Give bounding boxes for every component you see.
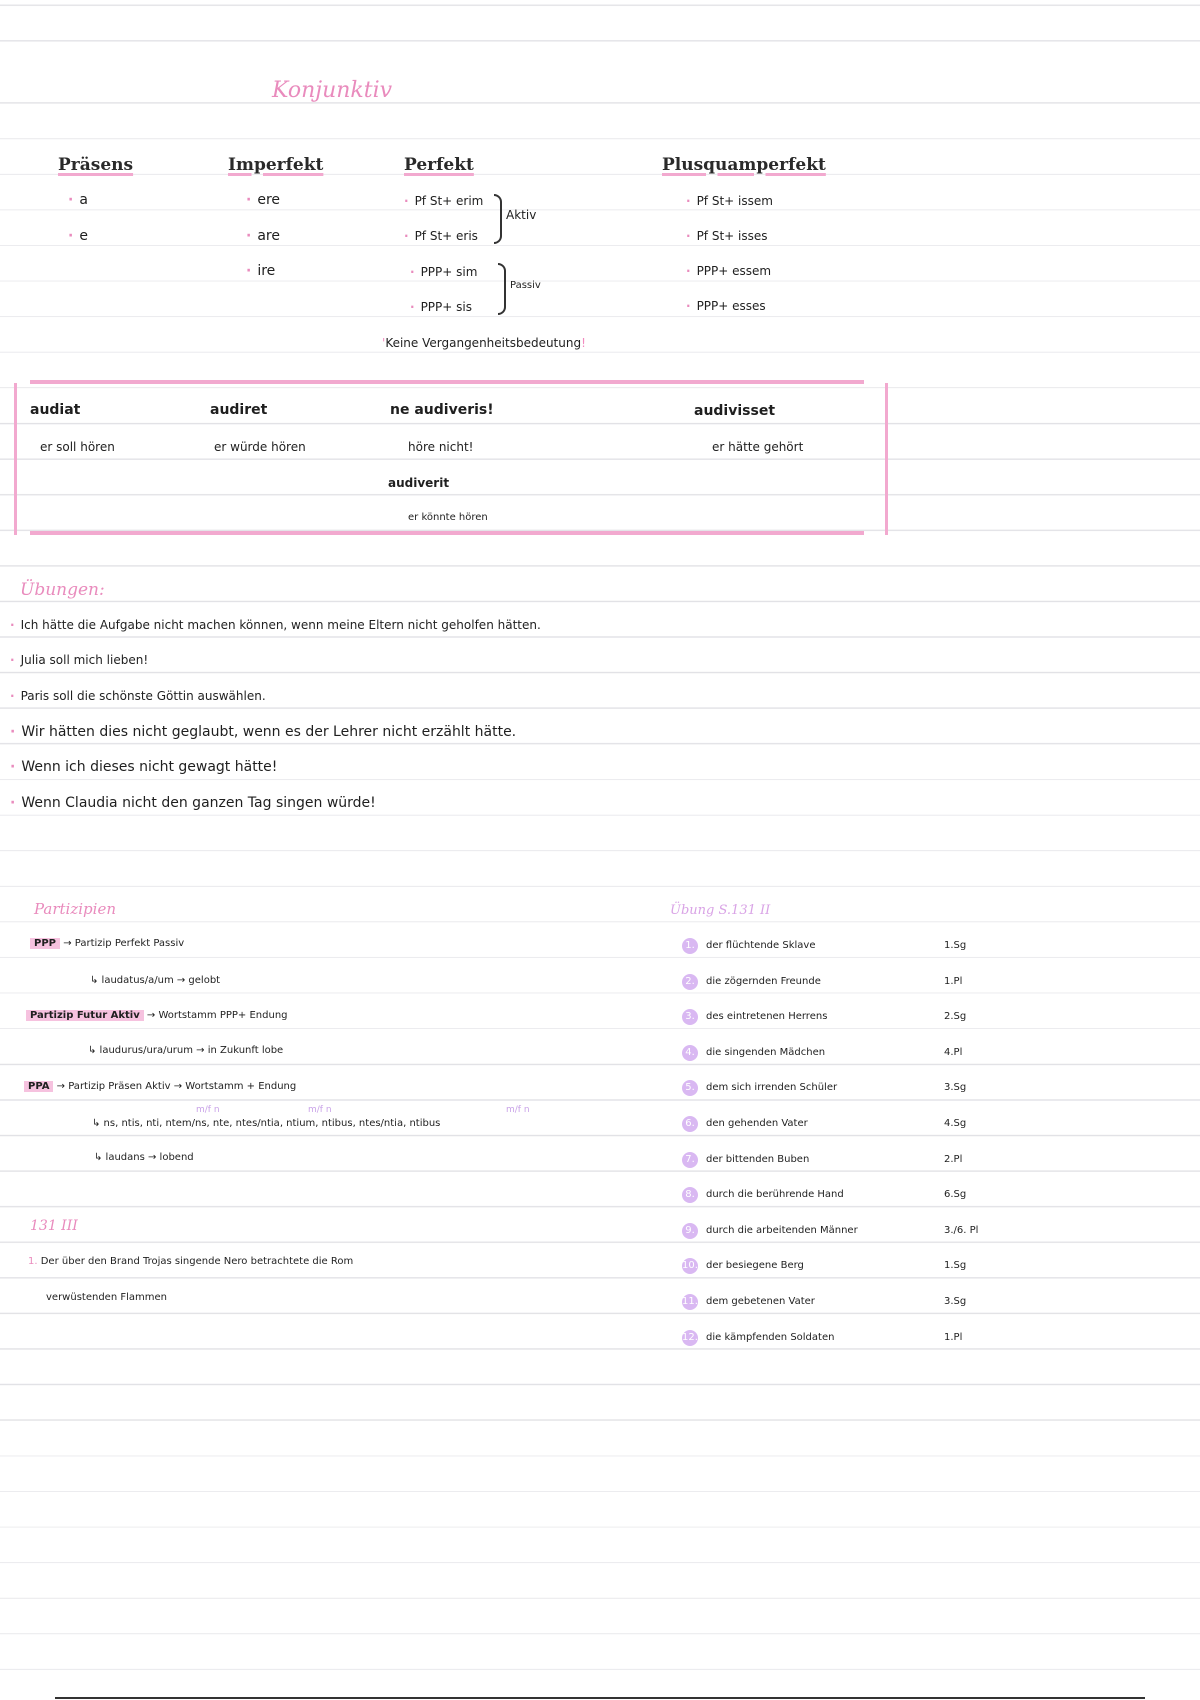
ppa-label: PPA <box>24 1081 53 1092</box>
row-phrase: der besiegene Berg <box>706 1260 804 1272</box>
uebung-sentence: · Wir hätten dies nicht geglaubt, wenn es der Lehrer nicht erzählt hätte. <box>10 724 516 740</box>
uebung131-row <box>682 1330 834 1346</box>
example-latin: audivisset <box>694 403 776 419</box>
pfa-description: → Wortstamm PPP+ Endung <box>146 1010 288 1021</box>
uebung-sentence: · Julia soll mich lieben! <box>10 653 148 667</box>
ppp-description: → Partizip Perfekt Passiv <box>63 938 185 949</box>
example-german: höre nicht! <box>408 440 474 454</box>
aktiv-brace <box>494 194 502 244</box>
note-keine-vergangenheit: 'Keine Vergangenheitsbedeutung! <box>382 336 586 350</box>
ppp-example: ↳ laudatus/a/um → gelobt <box>90 975 221 986</box>
example-latin: audiverit <box>388 476 450 490</box>
ppa-line <box>24 1081 296 1092</box>
ex131-sentence: Der über den Brand Trojas singende Nero betrachtete die Rom <box>40 1256 354 1267</box>
row-phrase: der bittenden Buben <box>706 1153 810 1165</box>
example-german: er würde hören <box>214 440 306 454</box>
partizipien-heading: Partizipien <box>34 900 116 918</box>
plusquamperfekt-form: · Pf St+ isses <box>686 229 768 243</box>
passiv-label: Passiv <box>510 280 541 291</box>
uebung131-row <box>682 974 821 990</box>
row-number: 2. <box>682 974 698 990</box>
row-phrase: des eintretenen Herrens <box>706 1011 828 1023</box>
pfa-line <box>26 1010 288 1021</box>
row-phrase: die zögernden Freunde <box>706 975 821 987</box>
plusquamperfekt-form: · Pf St+ issem <box>686 194 773 208</box>
example-latin: ne audiveris! <box>390 402 494 418</box>
row-phrase: die kämpfenden Soldaten <box>706 1331 835 1343</box>
imperfekt-ending: · are <box>246 228 280 244</box>
row-phrase: den gehenden Vater <box>706 1118 808 1129</box>
uebung131-row <box>682 1045 825 1061</box>
perfekt-passiv-form: · PPP+ sis <box>410 300 472 314</box>
row-number: 8. <box>682 1187 698 1203</box>
uebung131-row <box>682 1080 837 1096</box>
imperfekt-ending: · ire <box>246 263 275 279</box>
uebungen-heading: Übungen: <box>20 580 105 600</box>
row-form: 3.Sg <box>944 1082 967 1094</box>
row-number: 9. <box>682 1223 698 1239</box>
uebung131-row <box>682 1116 808 1132</box>
ex131-number: 1. <box>28 1256 38 1267</box>
uebung-sentence: · Paris soll die schönste Göttin auswählen. <box>10 689 266 703</box>
pfa-label: Partizip Futur Aktiv <box>26 1010 144 1021</box>
row-form: 2.Pl <box>944 1153 963 1165</box>
gender-note: m/f n <box>196 1105 220 1115</box>
gender-note: m/f n <box>506 1105 530 1115</box>
uebung131-row <box>682 1294 815 1310</box>
uebung-sentence: · Ich hätte die Aufgabe nicht machen können, wenn meine Eltern nicht geholfen hätten. <box>10 618 541 632</box>
row-phrase: durch die berührende Hand <box>706 1189 844 1201</box>
example-german: er hätte gehört <box>712 440 804 454</box>
ppa-endings: ↳ ns, ntis, nti, ntem/ns, nte, ntes/ntia, ntium, ntibus, ntes/ntia, ntibus <box>92 1118 441 1129</box>
row-number: 7. <box>682 1152 698 1168</box>
row-form: 1.Sg <box>944 1260 967 1272</box>
example-latin: audiret <box>210 402 268 418</box>
row-number: 4. <box>682 1045 698 1061</box>
aktiv-label: Aktiv <box>506 208 537 222</box>
uebung131-row <box>682 1009 827 1025</box>
uebung131-row <box>682 1258 804 1274</box>
row-form: 3.Sg <box>944 1296 967 1307</box>
note-text: Keine Vergangenheitsbedeutung <box>385 336 582 350</box>
row-number: 12. <box>682 1330 698 1346</box>
pfa-example: ↳ laudurus/ura/urum → in Zukunft lobe <box>88 1045 284 1056</box>
ppa-example: ↳ laudans → lobend <box>94 1152 194 1163</box>
bottom-rule <box>55 1697 1145 1699</box>
example-german: er soll hören <box>40 440 115 454</box>
plusquamperfekt-form: · PPP+ esses <box>686 299 766 313</box>
row-form: 1.Sg <box>944 940 967 951</box>
row-number: 3. <box>682 1009 698 1025</box>
uebung131-heading: Übung S.131 II <box>670 903 771 918</box>
row-form: 6.Sg <box>944 1189 967 1201</box>
praesens-ending: · e <box>68 228 88 244</box>
uebung131-row <box>682 938 815 954</box>
uebung131-row <box>682 1152 809 1168</box>
examples-box-bottom <box>30 531 864 535</box>
row-number: 5. <box>682 1080 698 1096</box>
gender-note: m/f n <box>308 1105 332 1115</box>
heading-plusquamperfekt: Plusquamperfekt <box>662 155 826 175</box>
plusquamperfekt-form: · PPP+ essem <box>686 264 771 278</box>
perfekt-aktiv-form: · Pf St+ eris <box>404 229 478 243</box>
row-phrase: dem sich irrenden Schüler <box>706 1082 838 1094</box>
row-form: 3./6. Pl <box>944 1224 979 1236</box>
perfekt-aktiv-form: · Pf St+ erim <box>404 194 483 208</box>
example-latin: audiat <box>30 402 81 418</box>
ppp-label: PPP <box>30 938 60 949</box>
heading-imperfekt: Imperfekt <box>228 155 324 175</box>
uebung-sentence: · Wenn ich dieses nicht gewagt hätte! <box>10 759 277 775</box>
row-number: 11. <box>682 1294 698 1310</box>
examples-box-top <box>30 380 864 384</box>
ex131-line2: verwüstenden Flammen <box>46 1292 167 1303</box>
row-form: 4.Pl <box>944 1046 963 1058</box>
row-phrase: der flüchtende Sklave <box>706 940 816 951</box>
row-number: 10. <box>682 1258 698 1274</box>
perfekt-passiv-form: · PPP+ sim <box>410 265 477 279</box>
row-phrase: durch die arbeitenden Männer <box>706 1224 858 1236</box>
row-phrase: die singenden Mädchen <box>706 1046 826 1058</box>
uebung-sentence: · Wenn Claudia nicht den ganzen Tag singen würde! <box>10 795 376 811</box>
ex131-heading: 131 III <box>30 1218 78 1234</box>
row-form: 4.Sg <box>944 1118 967 1129</box>
uebung131-row <box>682 1187 844 1203</box>
ppa-description: → Partizip Präsen Aktiv → Wortstamm + Endung <box>56 1081 297 1092</box>
ppp-line <box>30 938 184 949</box>
uebung131-row <box>682 1223 858 1239</box>
page-title: Konjunktiv <box>272 78 393 103</box>
row-phrase: dem gebetenen Vater <box>706 1296 815 1307</box>
row-form: 1.Pl <box>944 975 963 987</box>
ex131-line1 <box>28 1256 353 1267</box>
heading-praesens: Präsens <box>58 155 134 175</box>
imperfekt-ending: · ere <box>246 192 280 208</box>
row-form: 1.Pl <box>944 1331 963 1343</box>
heading-perfekt: Perfekt <box>404 155 474 175</box>
praesens-ending: · a <box>68 192 88 208</box>
passiv-brace <box>498 263 506 315</box>
row-number: 6. <box>682 1116 698 1132</box>
row-number: 1. <box>682 938 698 954</box>
example-german: er könnte hören <box>408 512 488 523</box>
row-form: 2.Sg <box>944 1011 967 1023</box>
